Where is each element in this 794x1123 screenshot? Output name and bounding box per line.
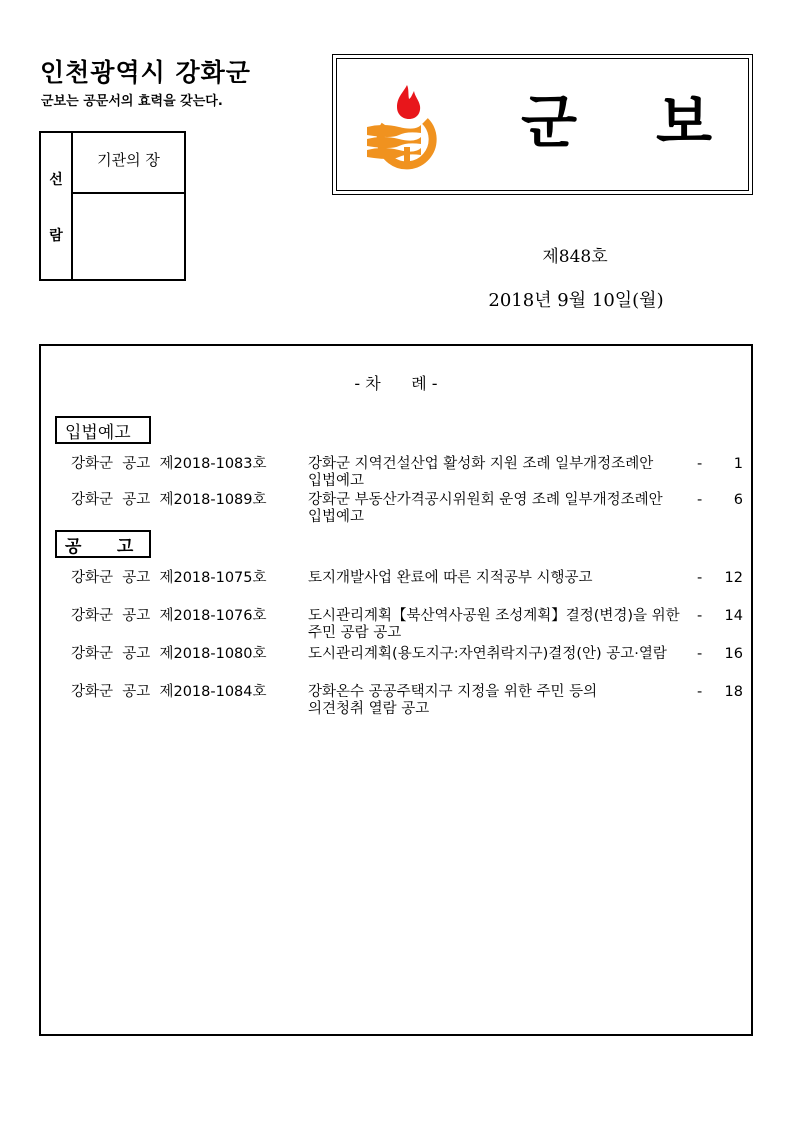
masthead-inner-frame: [336, 58, 749, 191]
notice-number: 강화군 공고 제2018-1083호: [71, 456, 267, 472]
entry-title-line-1: 도시관리계획(용도지구:자연취락지구)결정(안) 공고·열람: [308, 646, 667, 662]
page-number: 18: [724, 684, 743, 700]
leader-dash: -: [697, 492, 703, 508]
issue-number: 제848호: [542, 247, 608, 267]
entry-title-line-1: 강화군 지역건설산업 활성화 지원 조례 일부개정조례안: [308, 456, 654, 472]
notice-number: 강화군 공고 제2018-1076호: [71, 608, 267, 624]
entry-title-line-1: 토지개발사업 완료에 따른 지적공부 시행공고: [308, 570, 593, 586]
review-side-label-1: 선: [49, 172, 63, 188]
review-head-label: 기관의 장: [73, 133, 184, 194]
page-number: 6: [733, 492, 743, 508]
masthead: [332, 54, 753, 195]
government-name: 인천광역시 강화군: [40, 58, 251, 87]
entry-title-line-2: 주민 공람 공고: [308, 625, 402, 641]
toc-title: - 차 례 -: [354, 374, 438, 393]
review-side-label-2: 람: [49, 228, 63, 244]
entry-title-line-1: 강화온수 공공주택지구 지정을 위한 주민 등의: [308, 684, 598, 700]
page-number: 14: [724, 608, 743, 624]
section-label-public-notice: 공 고: [55, 530, 151, 558]
notice-number: 강화군 공고 제2018-1075호: [71, 570, 267, 586]
notice-number: 강화군 공고 제2018-1080호: [71, 646, 267, 662]
masthead-title-char-1: 군: [521, 88, 578, 156]
gangwha-county-emblem-icon: [363, 81, 451, 171]
entry-title-line-2: 의견청취 열람 공고: [308, 701, 430, 717]
entry-title-line-1: 도시관리계획【북산역사공원 조성계획】결정(변경)을 위한: [308, 608, 680, 624]
entry-title-line-2: 입법예고: [308, 473, 365, 489]
review-signature-box: [39, 131, 186, 281]
entry-title-line-1: 강화군 부동산가격공시위원회 운영 조례 일부개정조례안: [308, 492, 663, 508]
section-label-legislative-notice: 입법예고: [55, 416, 151, 444]
leader-dash: -: [697, 646, 703, 662]
leader-dash: -: [697, 608, 703, 624]
leader-dash: -: [697, 456, 703, 472]
review-signature-area: [73, 196, 184, 279]
page-number: 12: [724, 570, 743, 586]
notice-number: 강화군 공고 제2018-1089호: [71, 492, 267, 508]
entry-title-line-2: 입법예고: [308, 509, 365, 525]
page-number: 1: [733, 456, 743, 472]
leader-dash: -: [697, 684, 703, 700]
leader-dash: -: [697, 570, 703, 586]
page-number: 16: [724, 646, 743, 662]
table-of-contents: [39, 344, 753, 1036]
issue-date: 2018년 9월 10일(월): [488, 290, 664, 311]
legal-effect-notice: 군보는 공문서의 효력을 갖는다.: [41, 94, 223, 109]
notice-number: 강화군 공고 제2018-1084호: [71, 684, 267, 700]
review-side-column: [41, 133, 73, 279]
masthead-title-char-2: 보: [656, 88, 713, 156]
